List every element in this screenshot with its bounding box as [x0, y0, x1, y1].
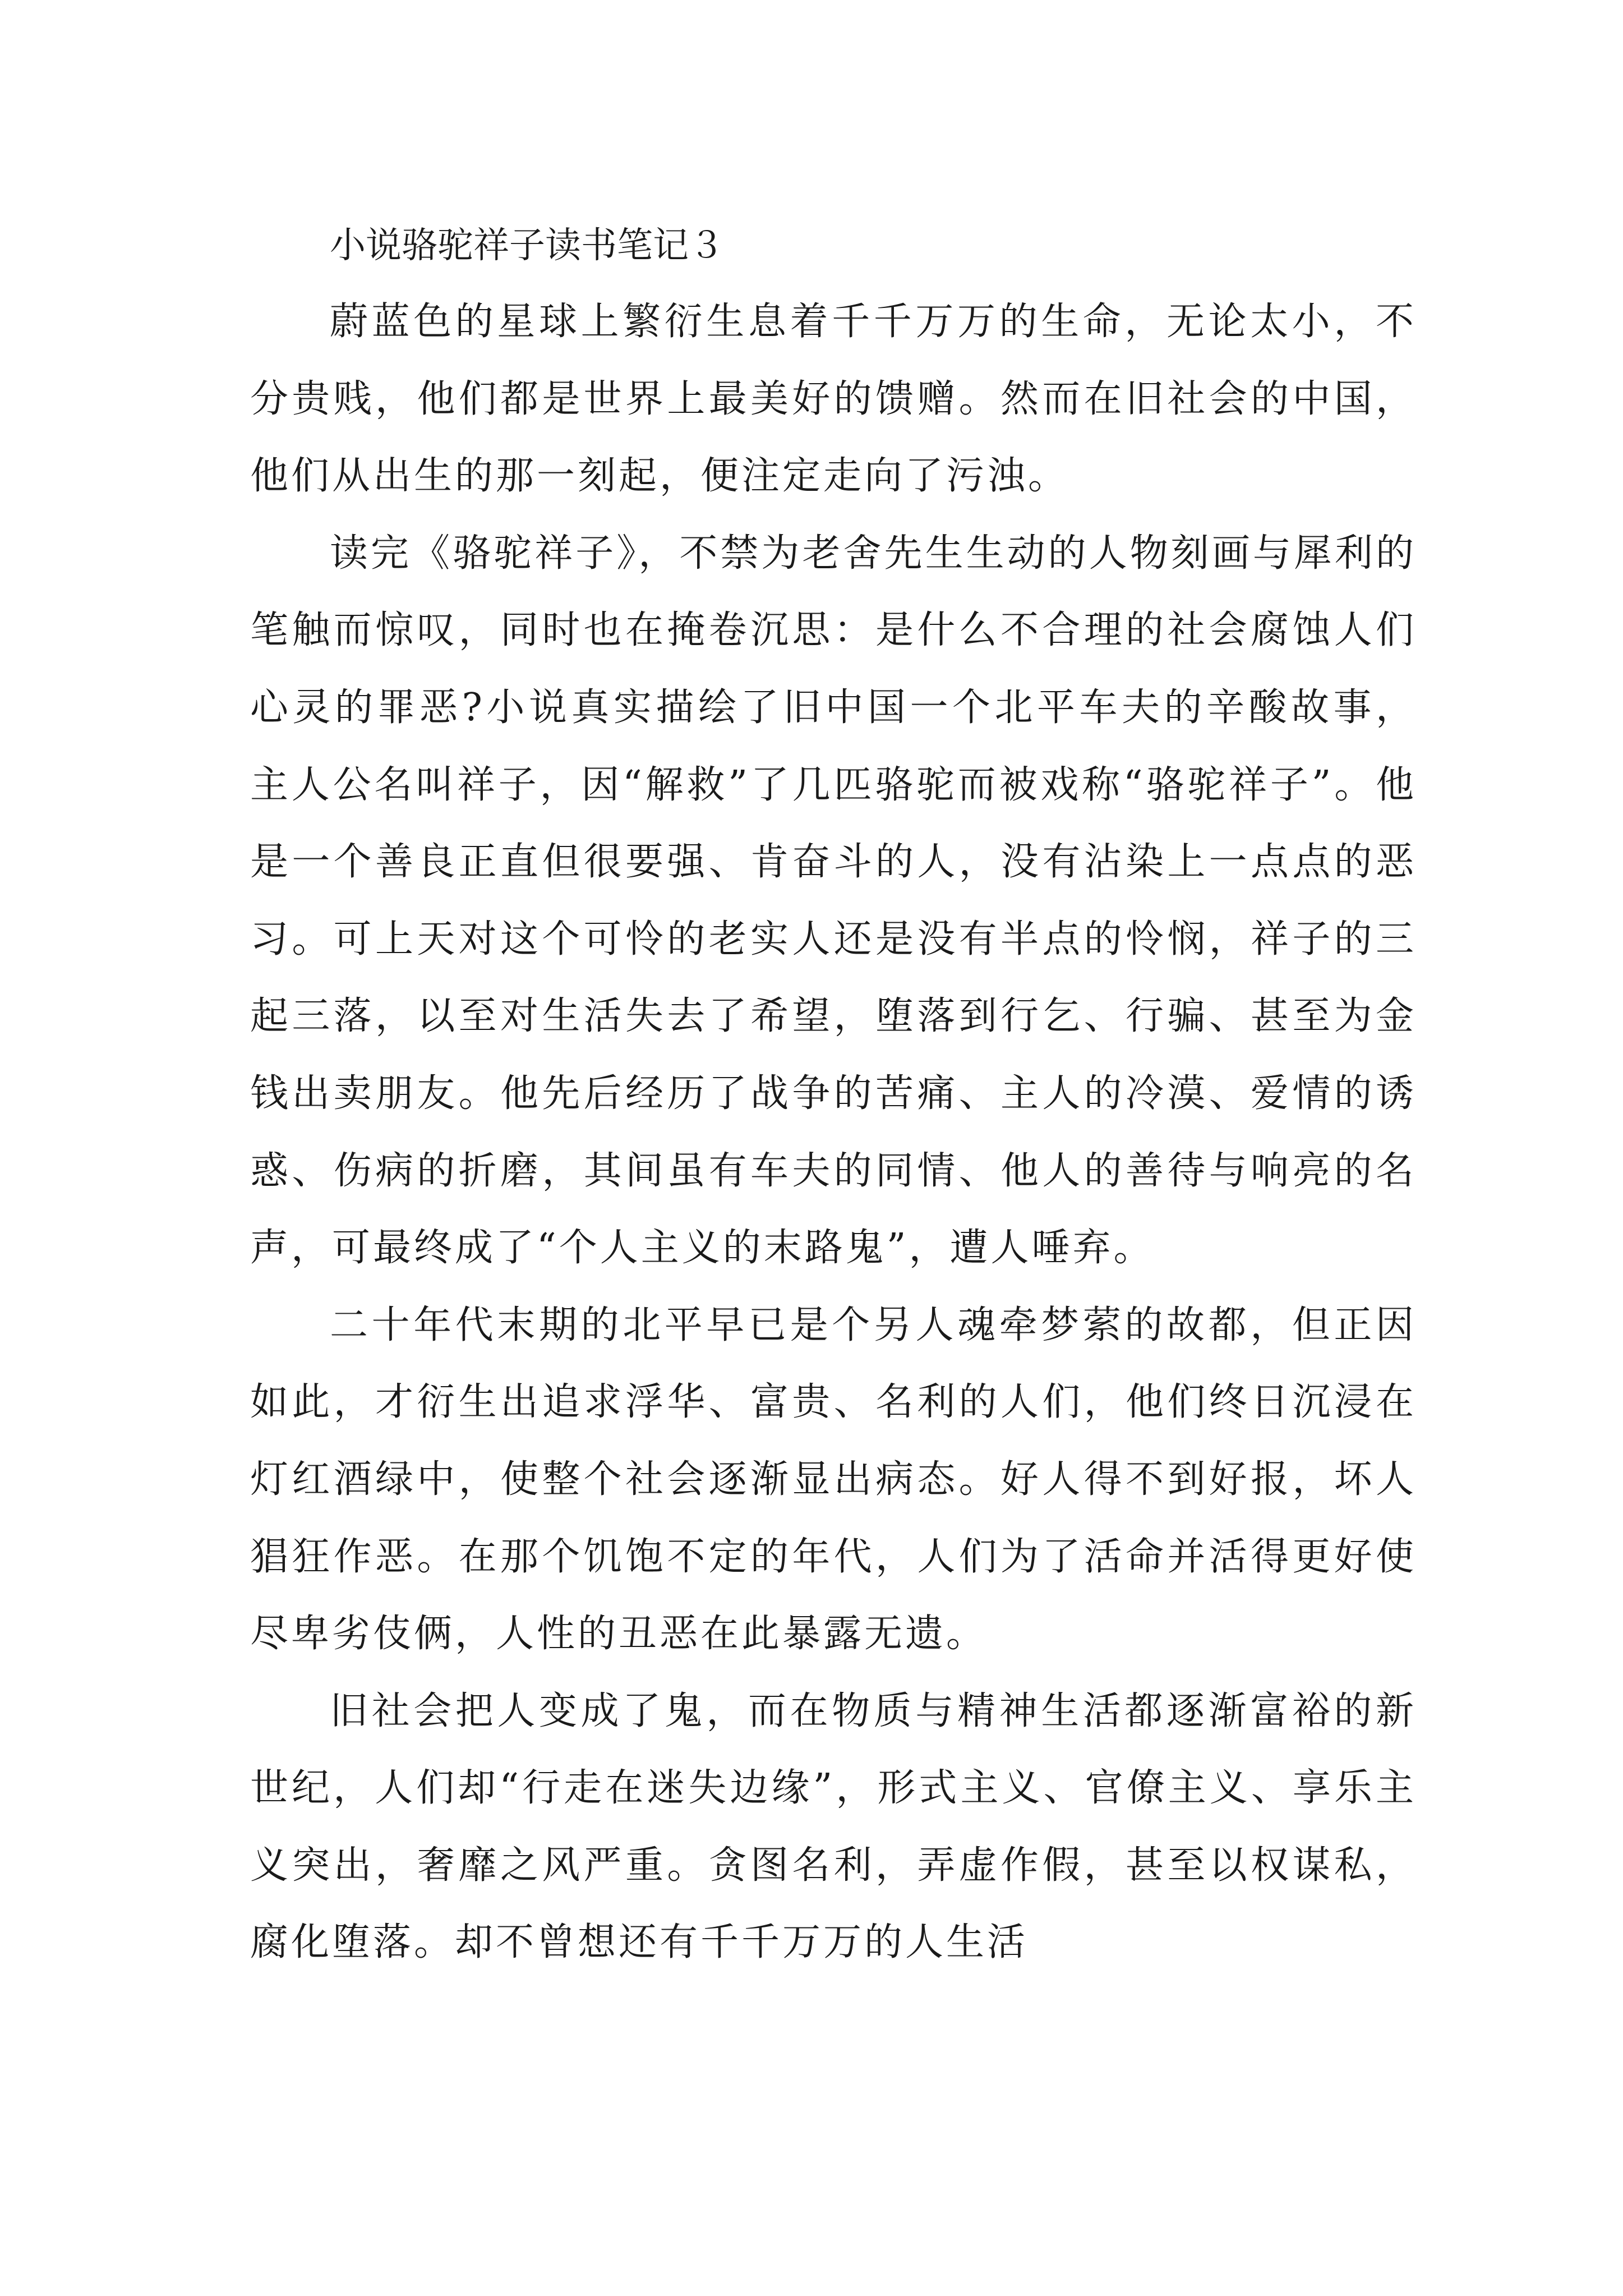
- paragraph-3: 二十年代末期的北平早已是个另人魂牵梦萦的故都，但正因如此，才衍生出追求浮华、富贵、名利的人们，他们终日沉浸在灯红酒绿中，使整个社会逐渐显出病态。好人得不到好报，坏人猖狂作恶。在那个饥饱不定的年代，人们为了活命并活得更好使尽卑劣伎俩，人性的丑恶在此暴露无遗。: [250, 1303, 1417, 1657]
- document-body: [250, 283, 1417, 1981]
- document-title: 小说骆驼祥子读书笔记３: [330, 225, 725, 266]
- paragraph-4: 旧社会把人变成了鬼，而在物质与精神生活都逐渐富裕的新世纪，人们却“行走在迷失边缘”，形式主义、官僚主义、享乐主义突出，奢靡之风严重。贪图名利，弄虚作假，甚至以权谋私，腐化堕落。却不曾想还有千千万万的人生活: [250, 1688, 1417, 1965]
- paragraph-1: 蔚蓝色的星球上繁衍生息着千千万万的生命，无论太小，不分贵贱，他们都是世界上最美好的馈赠。然而在旧社会的中国，他们从出生的那一刻起，便注定走向了污浊。: [250, 300, 1417, 499]
- paragraph-2: 读完《骆驼祥子》，不禁为老舍先生生动的人物刻画与犀利的笔触而惊叹，同时也在掩卷沉思：是什么不合理的社会腐蚀人们心灵的罪恶?小说真实描绘了旧中国一个北平车夫的辛酸故事，主人公名叫祥子，因“解救”了几匹骆驼而被戏称“骆驼祥子”。他是一个善良正直但很要强、肯奋斗的人，没有沾染上一点点的恶习。可上天对这个可怜的老实人还是没有半点的怜悯，祥子的三起三落，以至对生活失去了希望，堕落到行乞、行骗、甚至为金钱出卖朋友。他先后经历了战争的苦痛、主人的冷漠、爱情的诱惑、伤病的折磨，其间虽有车夫的同情、他人的善待与响亮的名声，可最终成了“个人主义的末路鬼”，遭人唾弃。: [250, 531, 1417, 1271]
